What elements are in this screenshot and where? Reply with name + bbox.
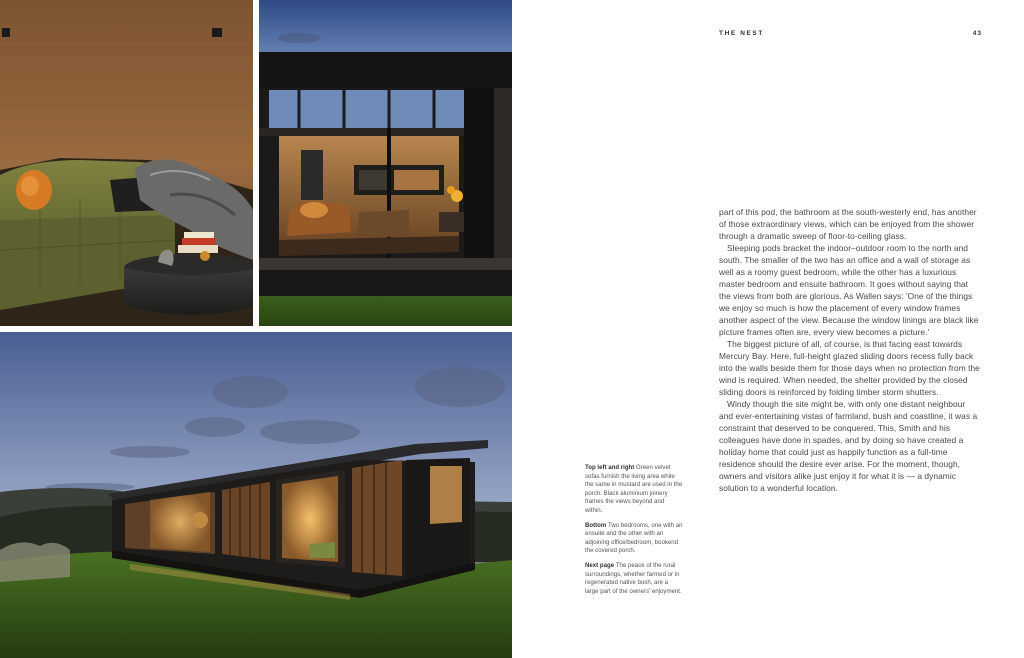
caption-next-page bbox=[585, 562, 683, 596]
caption-label: Bottom bbox=[585, 521, 609, 529]
body-paragraph: part of this pod, the bathroom at the south-westerly end, has another of those extraordinary views, which can be enjoyed from the shower through a dramatic sweep of floor-to-ceiling glass. bbox=[719, 207, 977, 241]
photo-exterior-at-dusk bbox=[0, 332, 512, 658]
page-number: 43 bbox=[972, 30, 982, 37]
caption-text: The peace of the rural surroundings, whether farmed or in regenerated native bush, are a large part of the owners' enjoyment. bbox=[585, 561, 682, 595]
body-paragraph: Windy though the site might be, with only one distant neighbour and ever-entertaining vistas of farmland, bush and coastline, it was a constraint that deserved to be conquered. This, Smith and his colleagues have done in spades, and by doing so have created a holiday home that could just as happily function as a full-time residence should the desire ever arise. For the moment, though, owners and visitors alike just enjoy it for what it is — a dynamic solution to a wonderful location. bbox=[719, 399, 978, 493]
article-body bbox=[719, 206, 981, 494]
caption-label: Top left and right bbox=[585, 464, 636, 471]
photo-indoor-outdoor-room bbox=[259, 0, 512, 326]
photo-captions bbox=[585, 464, 683, 602]
caption-top bbox=[585, 464, 683, 516]
indoor-outdoor-room-image bbox=[259, 0, 512, 326]
body-paragraph: Sleeping pods bracket the indoor–outdoor room to the north and south. The smaller of the two has an office and a wall of storage as well as a roomy guest bedroom, while the other has a luxurious master bedroom and ensuite bathroom. It goes without saying that the views from both are glorious. As Wallen says: 'One of the things we enjoy so much is how the placement of every window frames another aspect of the view. Because the window linings are black like picture frames often are, every view becomes a picture.' bbox=[719, 243, 979, 337]
caption-bottom bbox=[585, 522, 683, 556]
living-room-image bbox=[0, 0, 253, 326]
caption-text: Two bedrooms, one with an ensuite and the other with an adjoining office/bedroom, bookend the covered porch. bbox=[585, 521, 683, 555]
caption-label: Next page bbox=[585, 561, 616, 569]
caption-text: Green velvet sofas furnish the living area while the same in mustard are used in the porch. Black aluminium joinery frames the views beyond and within. bbox=[585, 464, 683, 514]
running-head: THE NEST bbox=[719, 30, 764, 37]
photo-living-room-sofa bbox=[0, 0, 253, 326]
body-paragraph: The biggest picture of all, of course, is that facing east towards Mercury Bay. Here, full-height glazed sliding doors recess fully back into the walls beside them for those days when no protection from the wind is required. When needed, the shelter provided by the closed sliding doors is reinforced by folding timber storm shutters. bbox=[719, 339, 980, 397]
house-exterior-image bbox=[0, 332, 512, 658]
